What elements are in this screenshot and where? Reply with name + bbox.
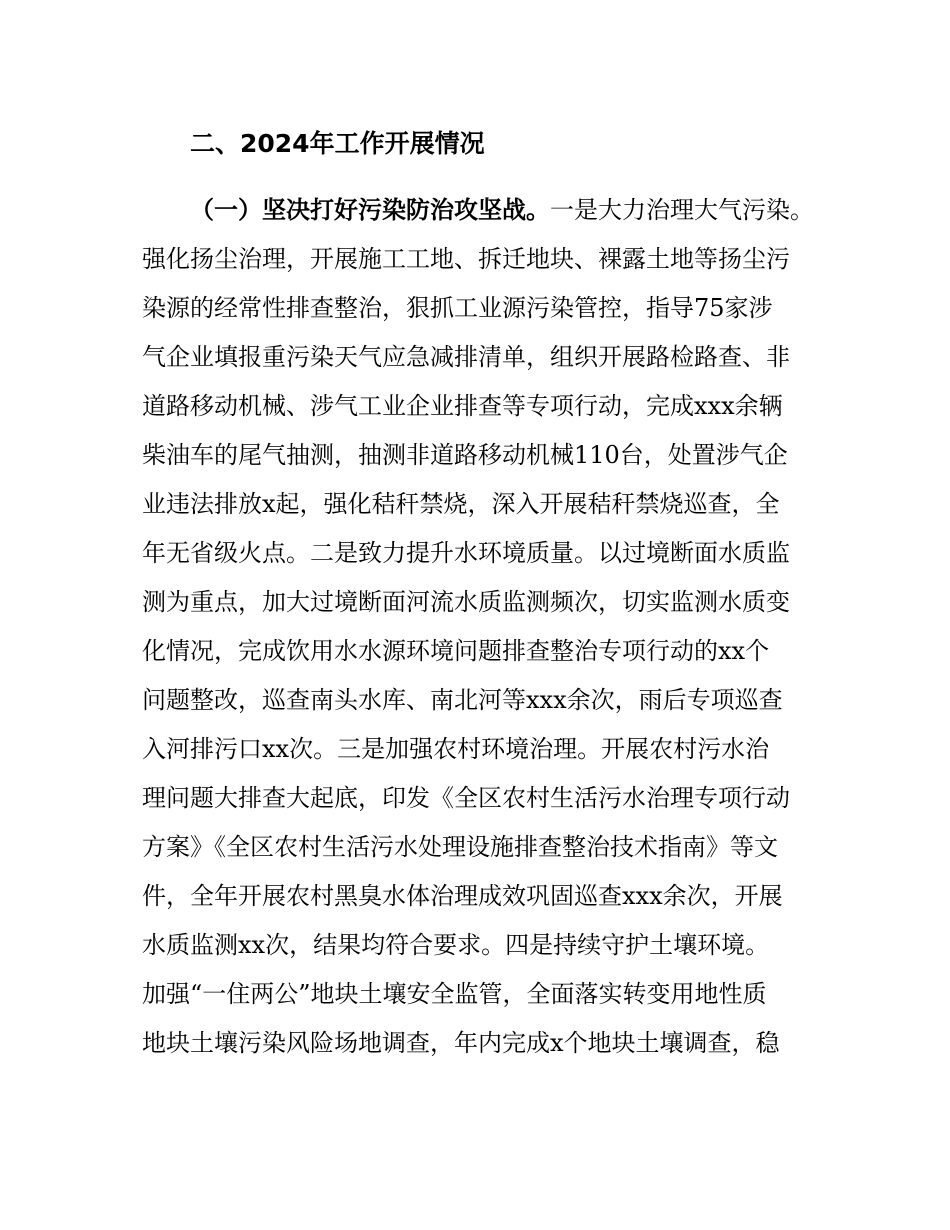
paragraph-line: 件，全年开展农村黑臭水体治理成效巩固巡查xxx余次，开展 (142, 882, 783, 910)
paragraph-line: 方案》《全区农村生活污水处理设施排查整治技术指南》等文 (142, 833, 778, 861)
paragraph-line: 染源的经常性排查整治，狠抓工业源污染管控，指导75家涉 (142, 294, 773, 322)
paragraph-line: 问题整改，巡查南头水库、南北河等xxx余次，雨后专项巡查 (142, 686, 783, 714)
paragraph-line: 理问题大排查大起底，印发《全区农村生活污水治理专项行动 (142, 784, 790, 812)
paragraph-line: 地块土壤污染风险场地调查，年内完成x个地块土壤调查，稳 (142, 1029, 780, 1057)
paragraph-line: 强化扬尘治理，开展施工工地、拆迁地块、裸露土地等扬尘污 (142, 245, 790, 273)
paragraph-line: 水质监测xx次，结果均符合要求。四是持续守护土壤环境。 (142, 931, 770, 959)
paragraph-line: 加强“一住两公”地块土壤安全监管，全面落实转变用地性质 (142, 980, 767, 1008)
section-heading: 二、2024年工作开展情况 (190, 129, 485, 158)
paragraph-line: 柴油车的尾气抽测，抽测非道路移动机械110台，处置涉气企 (142, 441, 788, 469)
paragraph-line: 气企业填报重污染天气应急减排清单，组织开展路检路查、非 (142, 343, 790, 371)
subsection-title: （一）坚决打好污染防治攻坚战。 (190, 196, 550, 224)
paragraph-line: 入河排污口xx次。三是加强农村环境治理。开展农村污水治 (142, 735, 770, 763)
paragraph-line: 业违法排放x起，强化秸秆禁烧，深入开展秸秆禁烧巡查，全 (142, 490, 780, 518)
paragraph-line: 化情况，完成饮用水水源环境问题排查整治专项行动的xx个 (142, 637, 770, 665)
paragraph-line: 年无省级火点。二是致力提升水环境质量。以过境断面水质监 (142, 539, 790, 567)
section-body (142, 186, 842, 1068)
paragraph-line: 道路移动机械、涉气工业企业排查等专项行动，完成xxx余辆 (142, 392, 783, 420)
first-line-text: 一是大力治理大气污染。 (550, 196, 814, 224)
paragraph-first-line (142, 186, 842, 235)
paragraph-line: 测为重点，加大过境断面河流水质监测频次，切实监测水质变 (142, 588, 790, 616)
